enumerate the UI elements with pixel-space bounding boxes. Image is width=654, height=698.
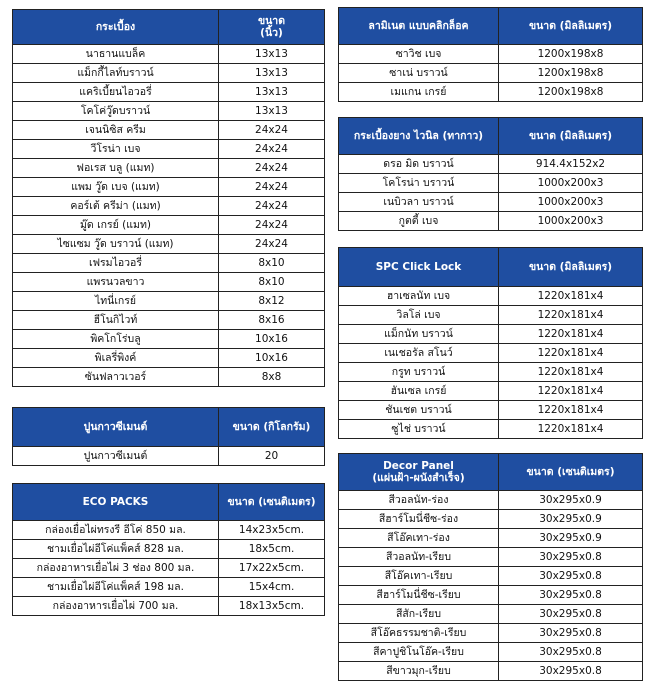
table-row xyxy=(13,178,325,197)
product-size-cell: 30x295x0.8 xyxy=(499,605,643,624)
product-name-cell: กล่องอาหารเยื่อไผ่ 700 มล. xyxy=(13,597,219,616)
product-name-cell: มู๊ด เกรย์ (แมท) xyxy=(13,216,219,235)
product-size-cell: 30x295x0.9 xyxy=(499,510,643,529)
product-name-cell: ไซแซม วู๊ด บราวน์ (แมท) xyxy=(13,235,219,254)
product-name-cell: วิลโล่ เบจ xyxy=(339,306,499,325)
table-row xyxy=(13,349,325,368)
product-name-cell: ซูไช่ บราวน์ xyxy=(339,420,499,439)
column-header-name: SPC Click Lock xyxy=(339,248,499,287)
product-name-cell: สีคาปูชิโนโอ๊ค-เรียบ xyxy=(339,643,499,662)
product-size-cell: 1200x198x8 xyxy=(499,45,643,64)
table-row xyxy=(339,45,643,64)
table-row xyxy=(13,216,325,235)
product-size-cell: 8x8 xyxy=(219,368,325,387)
product-name-cell: กล่องอาหารเยื่อไผ่ 3 ช่อง 800 มล. xyxy=(13,559,219,578)
product-name-cell: แพรนวลขาว xyxy=(13,273,219,292)
table-row xyxy=(339,529,643,548)
product-size-cell: 24x24 xyxy=(219,178,325,197)
product-name-cell: สีวอลนัท-เรียบ xyxy=(339,548,499,567)
table-row xyxy=(339,420,643,439)
product-name-cell: ซาวิช เบจ xyxy=(339,45,499,64)
tiles-table xyxy=(12,9,325,387)
table-row xyxy=(13,311,325,330)
product-size-cell: 14x23x5cm. xyxy=(219,521,325,540)
table-row xyxy=(13,597,325,616)
product-name-cell: เฟรมไอวอรี่ xyxy=(13,254,219,273)
table-row xyxy=(339,605,643,624)
product-name-cell: แม็กนัท บราวน์ xyxy=(339,325,499,344)
product-name-cell: คอร์เต้ ครีม่า (แมท) xyxy=(13,197,219,216)
product-name-cell: ซันฟลาวเวอร์ xyxy=(13,368,219,387)
product-size-cell: 18x13x5cm. xyxy=(219,597,325,616)
product-size-cell: 1220x181x4 xyxy=(499,363,643,382)
laminate-table xyxy=(338,7,643,102)
table-row xyxy=(13,235,325,254)
product-size-cell: 13x13 xyxy=(219,45,325,64)
table-row xyxy=(13,273,325,292)
product-size-cell: 1000x200x3 xyxy=(499,193,643,212)
header-row xyxy=(13,10,325,45)
header-row xyxy=(339,454,643,491)
product-name-cell: พิเลรี่พิงค์ xyxy=(13,349,219,368)
table-row xyxy=(13,540,325,559)
product-name-cell: สีวอลนัท-ร่อง xyxy=(339,491,499,510)
product-size-cell: 1220x181x4 xyxy=(499,401,643,420)
product-name-cell: เจนนิซิส ครีม xyxy=(13,121,219,140)
product-name-cell: ชามเยื่อไผ่อีโค่แพ็คส์ 828 มล. xyxy=(13,540,219,559)
table-row xyxy=(13,159,325,178)
table-row xyxy=(339,64,643,83)
product-size-cell: 8x12 xyxy=(219,292,325,311)
table-row xyxy=(13,254,325,273)
table-row xyxy=(339,363,643,382)
table-row xyxy=(13,45,325,64)
table-row xyxy=(339,567,643,586)
product-name-cell: เมแกน เกรย์ xyxy=(339,83,499,102)
table-row xyxy=(339,382,643,401)
table-row xyxy=(13,521,325,540)
table-row xyxy=(339,193,643,212)
table-row xyxy=(13,140,325,159)
table-row xyxy=(13,83,325,102)
table-row xyxy=(339,83,643,102)
product-size-cell: 10x16 xyxy=(219,330,325,349)
product-size-cell: 13x13 xyxy=(219,102,325,121)
header-row xyxy=(13,484,325,521)
table-row xyxy=(339,643,643,662)
product-name-cell: ปูนกาวซีเมนต์ xyxy=(13,447,219,466)
product-name-cell: กล่องเยื่อไผ่ทรงรี อีโค่ 850 มล. xyxy=(13,521,219,540)
table-row xyxy=(13,197,325,216)
product-size-cell: 13x13 xyxy=(219,83,325,102)
column-header-size: ขนาด (นิ้ว) xyxy=(219,10,325,45)
header-row xyxy=(339,118,643,155)
table-row xyxy=(13,64,325,83)
table-row xyxy=(339,155,643,174)
product-name-cell: ฮีโนกิไวท์ xyxy=(13,311,219,330)
product-size-cell: 17x22x5cm. xyxy=(219,559,325,578)
product-size-cell: 30x295x0.8 xyxy=(499,567,643,586)
decor-panel-table xyxy=(338,453,643,681)
product-name-cell: สีขาวมุก-เรียบ xyxy=(339,662,499,681)
table-row xyxy=(339,287,643,306)
product-name-cell: โคโค่วู๊ดบราวน์ xyxy=(13,102,219,121)
product-size-cell: 8x10 xyxy=(219,254,325,273)
header-row xyxy=(339,248,643,287)
product-size-cell: 8x10 xyxy=(219,273,325,292)
product-name-cell: สีสัก-เรียบ xyxy=(339,605,499,624)
product-name-cell: แม็กกี้ไลท์บราวน์ xyxy=(13,64,219,83)
product-size-cell: 1000x200x3 xyxy=(499,212,643,231)
product-size-cell: 8x16 xyxy=(219,311,325,330)
product-size-cell: 13x13 xyxy=(219,64,325,83)
column-header-name: Decor Panel (แผ่นฝ้า-ผนังสำเร็จ) xyxy=(339,454,499,491)
product-size-cell: 10x16 xyxy=(219,349,325,368)
product-name-cell: แพม วู๊ด เบจ (แมท) xyxy=(13,178,219,197)
table-row xyxy=(339,212,643,231)
product-size-cell: 30x295x0.8 xyxy=(499,662,643,681)
table-row xyxy=(13,368,325,387)
product-name-cell: ฮาเซลนัท เบจ xyxy=(339,287,499,306)
table-row xyxy=(339,174,643,193)
spc-table xyxy=(338,247,643,439)
table-row xyxy=(339,344,643,363)
table-row xyxy=(339,306,643,325)
product-size-cell: 1220x181x4 xyxy=(499,344,643,363)
column-header-size: ขนาด (เซนติเมตร) xyxy=(499,454,643,491)
product-name-cell: สีฮาร์โมนี่ชีซ-ร่อง xyxy=(339,510,499,529)
product-size-cell: 24x24 xyxy=(219,121,325,140)
cement-table xyxy=(12,407,325,466)
column-header-size: ขนาด (มิลลิเมตร) xyxy=(499,8,643,45)
product-name-cell: กูตตี้ เบจ xyxy=(339,212,499,231)
product-name-cell: นาธานแบล็ค xyxy=(13,45,219,64)
product-size-cell: 30x295x0.9 xyxy=(499,491,643,510)
product-name-cell: ฟอเรส บลู (แมท) xyxy=(13,159,219,178)
header-row xyxy=(339,8,643,45)
table-row xyxy=(13,559,325,578)
table-row xyxy=(13,578,325,597)
product-name-cell: ไทนี่เกรย์ xyxy=(13,292,219,311)
product-name-cell: ชันเชต บราวน์ xyxy=(339,401,499,420)
product-size-cell: 30x295x0.8 xyxy=(499,548,643,567)
table-row xyxy=(13,121,325,140)
product-size-cell: 30x295x0.9 xyxy=(499,529,643,548)
product-size-cell: 1200x198x8 xyxy=(499,64,643,83)
product-name-cell: สีโอ๊คเทา-ร่อง xyxy=(339,529,499,548)
product-name-cell: ชามเยื่อไผ่อีโค่แพ็คส์ 198 มล. xyxy=(13,578,219,597)
table-row xyxy=(339,548,643,567)
table-row xyxy=(339,491,643,510)
column-header-name: ลามิเนต แบบคลิกล็อค xyxy=(339,8,499,45)
vinyl-table xyxy=(338,117,643,231)
table-row xyxy=(339,586,643,605)
column-header-name: ปูนกาวซีเมนต์ xyxy=(13,408,219,447)
product-size-cell: 18x5cm. xyxy=(219,540,325,559)
table-row xyxy=(339,401,643,420)
column-header-size: ขนาด (กิโลกรัม) xyxy=(219,408,325,447)
table-row xyxy=(339,624,643,643)
product-size-cell: 1200x198x8 xyxy=(499,83,643,102)
product-name-cell: สีโอ๊คเทา-เรียบ xyxy=(339,567,499,586)
table-row xyxy=(13,330,325,349)
product-size-cell: 20 xyxy=(219,447,325,466)
product-name-cell: ฮันเซล เกรย์ xyxy=(339,382,499,401)
product-size-cell: 914.4x152x2 xyxy=(499,155,643,174)
product-size-cell: 30x295x0.8 xyxy=(499,643,643,662)
product-size-cell: 15x4cm. xyxy=(219,578,325,597)
product-size-cell: 24x24 xyxy=(219,197,325,216)
product-size-cell: 24x24 xyxy=(219,159,325,178)
column-header-size: ขนาด (เซนติเมตร) xyxy=(219,484,325,521)
table-row xyxy=(339,662,643,681)
product-name-cell: แคริเบี้ยนไอวอรี่ xyxy=(13,83,219,102)
table-row xyxy=(13,292,325,311)
product-size-cell: 30x295x0.8 xyxy=(499,586,643,605)
column-header-size: ขนาด (มิลลิเมตร) xyxy=(499,118,643,155)
column-header-name: กระเบื้อง xyxy=(13,10,219,45)
product-size-cell: 1220x181x4 xyxy=(499,420,643,439)
product-name-cell: ซาเน่ บราวน์ xyxy=(339,64,499,83)
table-row xyxy=(13,102,325,121)
product-name-cell: กรูท บราวน์ xyxy=(339,363,499,382)
product-name-cell: ดรอ มิด บราวน์ xyxy=(339,155,499,174)
product-name-cell: พิคโกโร่บลู xyxy=(13,330,219,349)
product-size-cell: 1220x181x4 xyxy=(499,325,643,344)
eco-packs-table xyxy=(12,483,325,616)
product-size-cell: 1220x181x4 xyxy=(499,306,643,325)
table-row xyxy=(13,447,325,466)
column-header-name: ECO PACKS xyxy=(13,484,219,521)
product-size-cell: 24x24 xyxy=(219,140,325,159)
table-row xyxy=(339,510,643,529)
column-header-size: ขนาด (มิลลิเมตร) xyxy=(499,248,643,287)
product-name-cell: โคโรน่า บราวน์ xyxy=(339,174,499,193)
product-size-cell: 1220x181x4 xyxy=(499,382,643,401)
product-size-cell: 30x295x0.8 xyxy=(499,624,643,643)
product-name-cell: สีโอ๊คธรรมชาติ-เรียบ xyxy=(339,624,499,643)
product-size-cell: 24x24 xyxy=(219,235,325,254)
column-header-name: กระเบื้องยาง ไวนิล (ทากาว) xyxy=(339,118,499,155)
product-size-cell: 24x24 xyxy=(219,216,325,235)
product-name-cell: เนเชอรัล สโนว์ xyxy=(339,344,499,363)
product-size-cell: 1220x181x4 xyxy=(499,287,643,306)
product-name-cell: สีฮาร์โมนี่ชีซ-เรียบ xyxy=(339,586,499,605)
product-name-cell: วีโรน่า เบจ xyxy=(13,140,219,159)
product-name-cell: เนบิวลา บราวน์ xyxy=(339,193,499,212)
product-size-cell: 1000x200x3 xyxy=(499,174,643,193)
table-row xyxy=(339,325,643,344)
header-row xyxy=(13,408,325,447)
